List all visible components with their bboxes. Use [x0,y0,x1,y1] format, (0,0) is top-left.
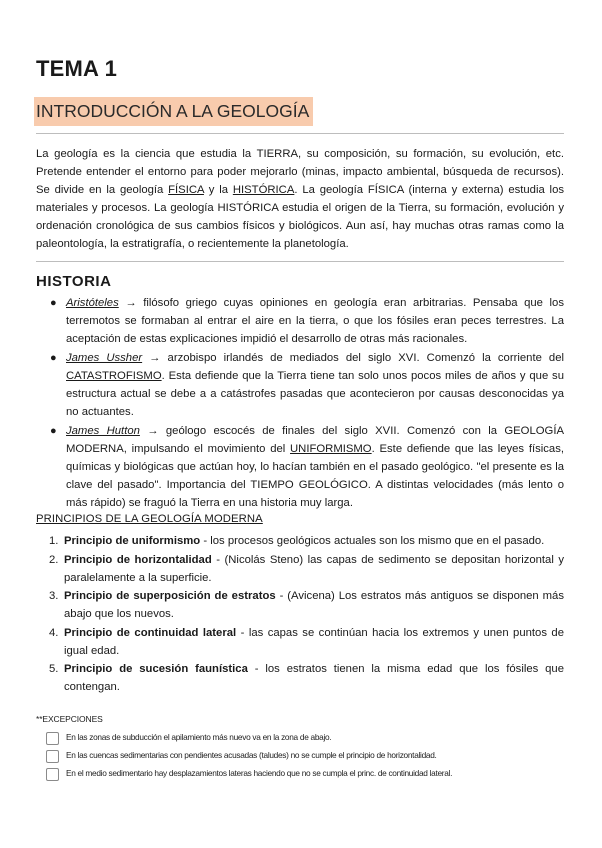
list-item [36,660,564,696]
checklist-item-label: En las zonas de subducción el apilamiento más nuevo va en la zona de abajo. [66,732,332,742]
list-item-text: . Esta defiende que la Tierra tiene tan solo unos pocos miles de años y que su estructura actual se debe a a catástrofes pasadas que acontecieron por causas desconocidas ya no actuantes. [66,370,564,418]
item-number: 3. [49,590,59,602]
excepciones-checklist [44,730,564,784]
item-number: 4. [49,626,59,639]
intro-paragraph [36,145,564,253]
principle-name: Principio de continuidad lateral [64,626,237,639]
person-name: Aristóteles [66,297,119,309]
list-item [36,422,564,512]
principle-name: Principio de horizontalidad [64,553,212,566]
term-uniformismo: UNIFORMISMO [290,443,372,455]
checklist-item-label: En las cuencas sedimentarias con pendientes acusadas (taludes) no se cumple el principio de horizontalidad. [66,750,437,760]
list-item-text: → arzobispo irlandés de mediados del siglo XVI. Comenzó la corriente del [142,352,564,364]
subtitle-container [34,97,313,126]
checkbox[interactable] [46,732,59,745]
list-item-text: → filósofo griego cuyas opiniones en geología eran arbitrarias. Pensaba que los terremotos se formaban al entrar el aire en la tierra, o que los fósiles eran peces terrestres. La aceptación de estas explicaciones impidió el desarrollo de otras más racionales. [66,297,564,345]
intro-text-1: La geología es la ciencia que estudia la TIERRA, su composición, su formación, su evolución, etc. Pretende entender el entorno para poder mejorarlo (minas, impacto ambiental, búsqueda de recursos). Se divide en la geología [36,148,564,196]
list-item [36,294,564,348]
principle-text: - (Nicolás Steno) las capas de sedimento se depositan horizontal y paralelamente a la superficie. [64,553,565,584]
bullet-icon: ● [50,297,57,309]
section-subtitle: INTRODUCCIÓN A LA GEOLOGÍA [34,97,313,126]
page-title: TEMA 1 [36,56,118,81]
checklist-item-label: En el medio sedimentario hay desplazamientos lateras haciendo que no se cumpla el princ. de continuidad lateral. [66,768,453,778]
principle-text: - (Avicena) Los estratos más antiguos se disponen más abajo que los nuevos. [64,590,564,620]
checkbox[interactable] [46,768,59,781]
principle-text: - las capas se continúan hacia los extremos y unen puntos de igual edad. [64,626,564,657]
list-item [36,349,564,421]
historia-list [36,294,564,513]
term-catastrofismo: CATASTROFISMO [66,370,162,382]
list-item [36,587,564,623]
divider [36,261,564,262]
bullet-icon: ● [50,425,57,437]
list-item [36,532,564,550]
list-item-text: . Este defiende que las leyes físicas, químicas y biológicas que actúan hoy, lo hacían también en el pasado geológico. "el presente es la clave del pasado". Importancia del TIEMPO GEOLÓGICO. A distintas velocidades (más lento o más rápido) se fraguó la Tierra en una historia muy larga. [66,443,564,509]
divider [36,133,564,134]
checkbox[interactable] [46,750,59,763]
item-number: 1. [49,535,59,547]
checklist-item [44,766,564,784]
bullet-icon: ● [50,352,57,364]
list-item [36,551,564,587]
item-number: 2. [49,553,59,566]
principle-text: - los estratos tienen la misma edad que los fósiles que contengan. [64,663,564,693]
principle-text: - los procesos geológicos actuales son los mismo que en el pasado. [200,535,545,547]
person-name: James Hutton [66,425,140,437]
item-number: 5. [49,663,59,675]
principle-name: Principio de uniformismo [64,535,201,547]
person-name: James Ussher [66,352,143,364]
list-item-text: → geólogo escocés de finales del siglo XVII. Comenzó con la GEOLOGÍA MODERNA, impulsando el movimiento del [66,425,564,455]
principle-name: Principio de sucesión faunística [64,663,248,675]
historia-heading: HISTORIA [36,273,112,290]
principios-list [36,532,564,697]
intro-term-fisica: FÍSICA [168,184,204,196]
list-item [36,624,564,660]
excepciones-heading: **EXCEPCIONES [36,714,103,724]
checklist-item [44,730,564,748]
intro-term-historica: HISTÓRICA [232,184,295,196]
intro-text-3: . La geología FÍSICA (interna y externa) estudia los materiales y procesos. La geología HISTÓRICA estudia el origen de la Tierra, su formación, evolución y ordenación cronológica de sus cambios físicos y biológicos. Aun así, hay muchas otras ramas como la paleontología, la estratigrafía, o recientemente la planetología. [36,184,565,250]
checklist-item [44,748,564,766]
intro-text-2: y la [203,184,233,196]
principle-name: Principio de superposición de estratos [64,590,276,602]
principios-heading: PRINCIPIOS DE LA GEOLOGÍA MODERNA [36,513,263,525]
